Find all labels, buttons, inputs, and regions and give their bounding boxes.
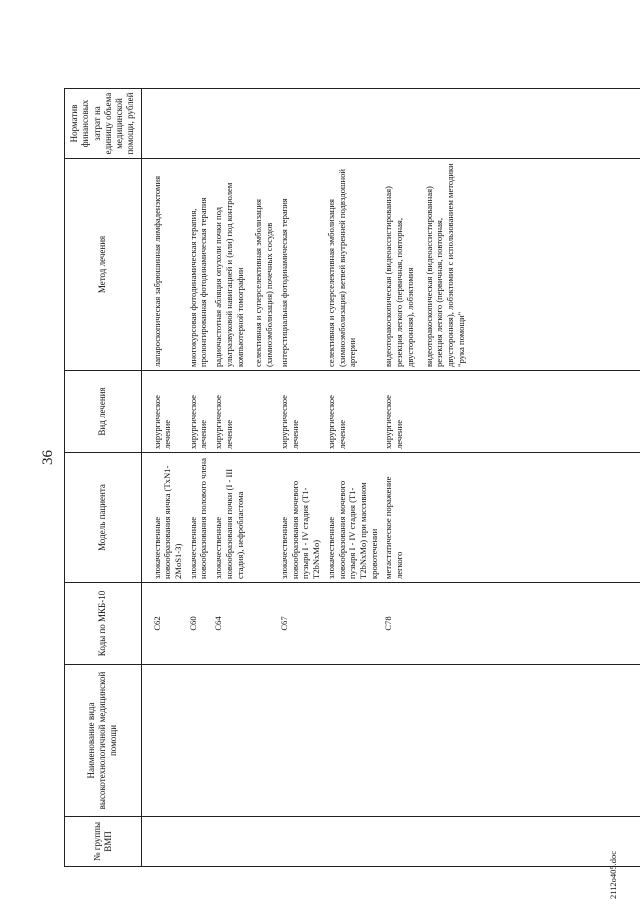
cell-treatment-method	[211, 159, 277, 371]
cell-patient-model: злокачественные новообразования мочевого пузыря I - IV стадия (T1-T2bNxMo) при массивном кровотечении	[324, 453, 382, 583]
cell-patient-model: злокачественные новообразования мочевого пузыря I - IV стадия (T1-T2bNxMo)	[277, 453, 324, 583]
page-number: 36	[40, 450, 56, 465]
vmp-table	[64, 88, 640, 867]
header-group-number: № группы ВМП	[65, 817, 142, 867]
document-filename: 2112o405.doc	[608, 850, 618, 899]
header-treatment-method: Метод лечения	[65, 159, 142, 371]
cell-treatment-method: интерстициальная фотодинамическая терапия	[277, 159, 324, 371]
cell-care-type	[324, 665, 382, 817]
table-header-row	[65, 89, 142, 867]
table-row	[381, 89, 640, 867]
cell-icd-code: C67	[277, 583, 324, 665]
cell-treatment-method: лапароскопическая забрюшинная лимфаденэктомия	[141, 159, 186, 371]
cell-care-type	[186, 665, 211, 817]
cell-cost	[141, 89, 186, 159]
table-row	[141, 89, 186, 867]
table-row	[186, 89, 211, 867]
header-cost-standard: Норматив финансовых затрат на единицу объема медицинской помощи, рублей	[65, 89, 142, 159]
cell-group-number	[277, 817, 324, 867]
cell-treatment-method: селективная и суперселективная эмболизация (химиоэмболизация) ветвей внутренней подвздошной артерии	[324, 159, 382, 371]
method-text: видеоторакоскопическая (видеоассистированная) резекция легкого (первичная, повторная, двусторонняя), лобэктомия	[383, 186, 415, 367]
cell-cost	[277, 89, 324, 159]
method-text: радиочастотная абляция опухоли почки под ультразвуковой навигацией и (или) под контролем компьютерной томографии	[213, 182, 245, 367]
cell-care-type	[277, 665, 324, 817]
header-care-type: Наименование вида высокотехнологичной медицинской помощи	[65, 665, 142, 817]
cell-cost	[211, 89, 277, 159]
cell-icd-code	[324, 583, 382, 665]
cell-treatment-type: хирургическое лечение	[277, 371, 324, 453]
header-patient-model: Модель пациента	[65, 453, 142, 583]
cell-treatment-method	[381, 159, 640, 371]
cell-treatment-type: хирургическое лечение	[186, 371, 211, 453]
header-icd-codes: Коды по МКБ-10	[65, 583, 142, 665]
cell-group-number	[141, 817, 186, 867]
cell-group-number	[324, 817, 382, 867]
cell-care-type	[141, 665, 186, 817]
cell-patient-model: метастатическое поражение легкого	[381, 453, 640, 583]
table-row	[277, 89, 324, 867]
cell-icd-code: C78	[381, 583, 640, 665]
cell-icd-code: C62	[141, 583, 186, 665]
method-text: селективная и суперселективная эмболизация (химиоэмболизация) почечных сосудов	[253, 199, 275, 367]
cell-cost	[324, 89, 382, 159]
cell-icd-code: C60	[186, 583, 211, 665]
cell-group-number	[381, 817, 640, 867]
header-treatment-type: Вид лечения	[65, 371, 142, 453]
table-row	[211, 89, 277, 867]
table-row	[324, 89, 382, 867]
method-text: видеоторакоскопическая (видеоассистированная) резекция легкого (первичная, повторная, двусторонняя), лобэктомия с использованием методики "рука помощи"	[423, 163, 466, 367]
cell-cost	[186, 89, 211, 159]
cell-cost	[381, 89, 640, 159]
cell-treatment-type: хирургическое лечение	[211, 371, 277, 453]
cell-patient-model: злокачественные новообразования почки (I - III стадия), нефробластома	[211, 453, 277, 583]
cell-icd-code: C64	[211, 583, 277, 665]
cell-care-type	[211, 665, 277, 817]
cell-group-number	[211, 817, 277, 867]
cell-patient-model: злокачественные новообразования полового члена	[186, 453, 211, 583]
cell-care-type	[381, 665, 640, 817]
cell-treatment-type: хирургическое лечение	[324, 371, 382, 453]
cell-treatment-method: многокурсовая фотодинамическая терапия, пролонгированная фотодинамическая терапия	[186, 159, 211, 371]
cell-group-number	[186, 817, 211, 867]
cell-treatment-type: хирургическое лечение	[381, 371, 640, 453]
cell-treatment-type: хирургическое лечение	[141, 371, 186, 453]
cell-patient-model: злокачественные новообразования яичка (TxN1-2MoS1-3)	[141, 453, 186, 583]
